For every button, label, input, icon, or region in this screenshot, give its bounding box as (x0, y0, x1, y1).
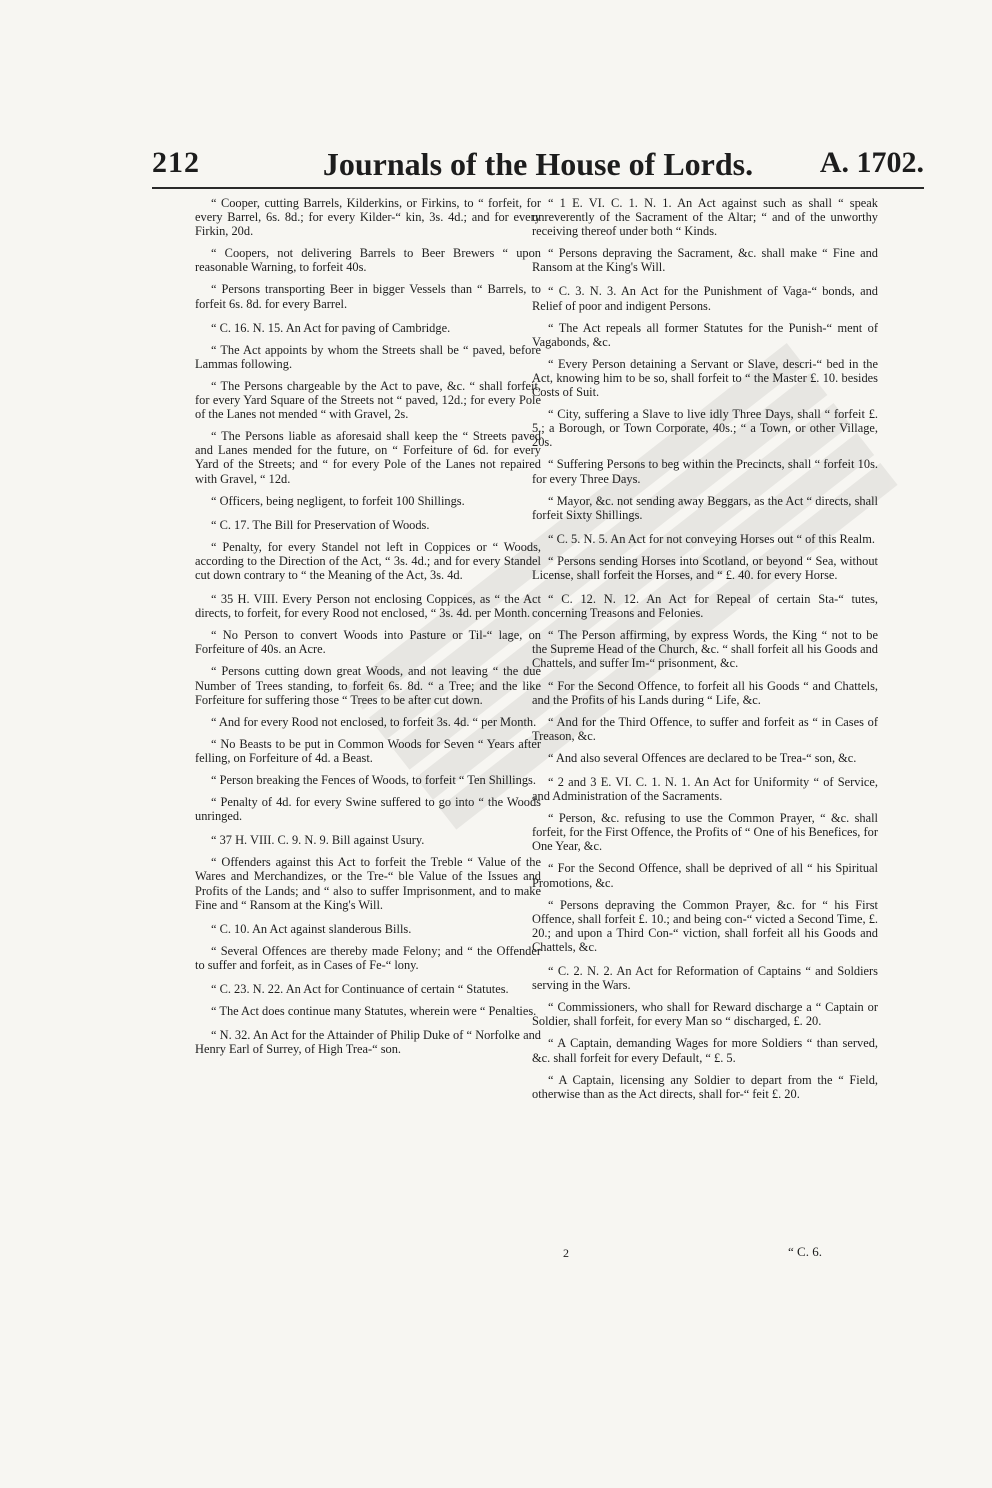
right-column (532, 196, 878, 1109)
paragraph: “ A Captain, licensing any Soldier to depart from the “ Field, otherwise than as the Act directs, shall for-“ feit £. 20. (532, 1072, 878, 1101)
signature-mark: 2 (563, 1246, 569, 1260)
paragraph: “ Persons depraving the Sacrament, &c. shall make “ Fine and Ransom at the King's Will. (532, 246, 878, 275)
section-heading: “ C. 3. N. 3. An Act for the Punishment of Vaga-“ bonds, and Relief of poor and indigent Persons. (532, 284, 878, 313)
paragraph: “ Penalty of 4d. for every Swine suffered to go into “ the Woods unringed. (195, 795, 541, 824)
paragraph: “ A Captain, demanding Wages for more Soldiers “ than served, &c. shall forfeit for every Default, “ £. 5. (532, 1036, 878, 1065)
paragraph: “ Persons sending Horses into Scotland, or beyond “ Sea, without License, shall forfeit the Horses, and “ £. 40. for every Horse. (532, 553, 878, 582)
paragraph: “ Person breaking the Fences of Woods, to forfeit “ Ten Shillings. (211, 773, 536, 787)
paragraph: “ And also several Offences are declared to be Trea-“ son, &c. (548, 750, 857, 765)
paragraph: “ Officers, being negligent, to forfeit 100 Shillings. (211, 493, 465, 508)
paragraph: “ For the Second Offence, to forfeit all his Goods “ and Chattels, and the Profits of his Lands during “ Life, &c. (532, 678, 878, 707)
paragraph: “ The Persons liable as aforesaid shall keep the “ Streets paved and Lanes mended for the future, on “ Forfeiture of 6d. for every Yard of the Streets; and “ for every Pole of the Lanes not repaired with Gravel, “ 12d. (195, 429, 541, 486)
paragraph: “ No Beasts to be put in Common Woods for Seven “ Years after felling, on Forfeiture of 4d. a Beast. (195, 736, 541, 765)
section-heading: “ 37 H. VIII. C. 9. N. 9. Bill against Usury. (211, 833, 425, 848)
paragraph: “ Suffering Persons to beg within the Precincts, shall “ forfeit 10s. for every Three Days. (532, 457, 878, 486)
page-number: 212 (152, 146, 200, 179)
paragraph: “ Several Offences are thereby made Felony; and “ the Offender to suffer and forfeit, as in Cases of Fe-“ lony. (195, 943, 541, 972)
section-heading: “ N. 32. An Act for the Attainder of Philip Duke of “ Norfolke and Henry Earl of Surrey, of High Trea-“ son. (195, 1028, 541, 1057)
paragraph: “ The Act appoints by whom the Streets shall be “ paved, before Lammas following. (195, 342, 541, 371)
section-heading: “ C. 2. N. 2. An Act for Reformation of Captains “ and Soldiers serving in the Wars. (532, 964, 878, 993)
paragraph: “ The Act repeals all former Statutes for the Punish-“ ment of Vagabonds, &c. (532, 320, 878, 349)
paragraph: “ Persons cutting down great Woods, and not leaving “ the due Number of Trees standing, to forfeit 6s. 8d. “ a Tree; and the like Forfeiture for suffering those “ Trees to be after cut down. (195, 664, 541, 707)
header-rule (152, 187, 924, 189)
section-heading: “ 1 E. VI. C. 1. N. 1. An Act against such as shall “ speak unreverently of the Sacrament of the Altar; “ and of the unworthy receiving thereof under both “ Kinds. (532, 196, 878, 239)
section-heading: “ C. 17. The Bill for Preservation of Woods. (211, 517, 430, 532)
section-heading: “ 35 H. VIII. Every Person not enclosing Coppices, as “ the Act directs, to forfeit, for every Rood not enclosed, “ 3s. 4d. per Month. (195, 592, 541, 621)
page-year: A. 1702. (819, 146, 924, 179)
paragraph: “ The Person affirming, by express Words, the King “ not to be the Supreme Head of the Church, &c. “ shall forfeit all his Goods and Chattels, and suffer Im-“ prisonment, &c. (532, 628, 878, 671)
paragraph: “ Commissioners, who shall for Reward discharge a “ Captain or Soldier, shall forfeit, for every Man so “ discharged, £. 20. (532, 1000, 878, 1029)
section-heading: “ C. 23. N. 22. An Act for Continuance of certain “ Statutes. (211, 982, 509, 997)
section-heading: “ C. 5. N. 5. An Act for not conveying Horses out “ of this Realm. (548, 531, 875, 546)
paragraph: “ Mayor, &c. not sending away Beggars, as the Act “ directs, shall forfeit Sixty Shillings. (532, 493, 878, 522)
paragraph: “ Persons transporting Beer in bigger Vessels than “ Barrels, to forfeit 6s. 8d. for every Barrel. (195, 282, 541, 311)
page-header (152, 146, 924, 188)
paragraph: “ Penalty, for every Standel not left in Coppices or “ Woods, according to the Direction of the Act, “ 3s. 4d.; and for every Standel cut down contrary to “ the Meaning of the Act, 3s. 4d. (195, 539, 541, 582)
paragraph: “ For the Second Offence, shall be deprived of all “ his Spiritual Promotions, &c. (532, 861, 878, 890)
paragraph: “ Offenders against this Act to forfeit the Treble “ Value of the Wares and Merchandizes, or the Tre-“ ble Value of the Issues and Profits of the Lands; and “ also to suffer Imprisonment, and to make Fine and “ Ransom at the King's Will. (195, 855, 541, 912)
paragraph: “ City, suffering a Slave to live idly Three Days, shall “ forfeit £. 5.; a Borough, or Town Corporate, 40s.; “ a Town, or other Village, 20s. (532, 407, 878, 450)
section-heading: “ C. 12. N. 12. An Act for Repeal of certain Sta-“ tutes, concerning Treasons and Felonies. (532, 592, 878, 621)
section-heading: “ 2 and 3 E. VI. C. 1. N. 1. An Act for Uniformity “ of Service, and Administration of the Sacraments. (532, 775, 878, 804)
paragraph: “ No Person to convert Woods into Pasture or Til-“ lage, on Forfeiture of 40s. an Acre. (195, 628, 541, 657)
page-title: Journals of the House of Lords. (322, 146, 754, 182)
paragraph: “ Person, &c. refusing to use the Common Prayer, “ &c. shall forfeit, for the First Offence, the Profits of “ One of his Benefices, for One Year, &c. (532, 811, 878, 854)
paragraph: “ Persons depraving the Common Prayer, &c. for “ his First Offence, shall forfeit £. 10.; and being con-“ victed a Second Time, £. 20.; and upon a Third Con-“ viction, shall forfeit all his Goods and Chattels, &c. (532, 897, 878, 954)
paragraph: “ And for every Rood not enclosed, to forfeit 3s. 4d. “ per Month. (211, 714, 537, 729)
catchword: “ C. 6. (788, 1244, 822, 1259)
paragraph: “ The Act does continue many Statutes, wherein were “ Penalties. (211, 1004, 537, 1019)
paragraph: “ Cooper, cutting Barrels, Kilderkins, or Firkins, to “ forfeit, for every Barrel, 6s. 8d.; for every Kilder-“ kin, 3s. 4d.; and for every Firkin, 20d. (195, 196, 541, 239)
section-heading: “ C. 16. N. 15. An Act for paving of Cambridge. (211, 320, 451, 335)
section-heading: “ C. 10. An Act against slanderous Bills. (211, 921, 412, 936)
left-column (195, 196, 541, 1064)
paragraph: “ The Persons chargeable by the Act to pave, &c. “ shall forfeit, for every Yard Square of the Streets not “ paved, 12d.; for every Pole of the Lanes not mended “ with Gravel, 2s. (195, 378, 541, 422)
paragraph: “ Every Person detaining a Servant or Slave, descri-“ bed in the Act, knowing him to be so, shall forfeit to “ the Master £. 10. besides Costs of Suit. (532, 356, 878, 400)
paragraph: “ And for the Third Offence, to suffer and forfeit as “ in Cases of Treason, &c. (532, 714, 878, 743)
paragraph: “ Coopers, not delivering Barrels to Beer Brewers “ upon reasonable Warning, to forfeit 40s. (195, 246, 541, 275)
